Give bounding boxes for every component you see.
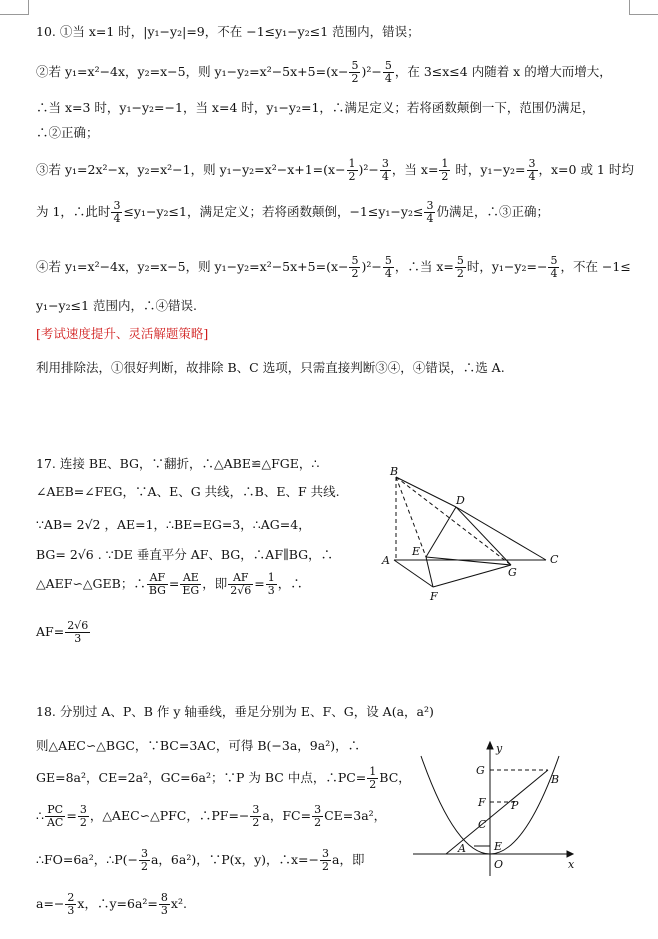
fraction xyxy=(65,620,90,645)
fraction-numerator: 3 xyxy=(113,199,121,212)
fraction-denominator: 3 xyxy=(67,904,75,918)
fraction xyxy=(180,572,201,597)
fraction xyxy=(111,200,122,225)
q10-l5-text-b: )²− xyxy=(358,162,379,178)
point-label-d: D xyxy=(456,494,465,507)
q17-l5-text-e: ，∴ xyxy=(277,576,303,592)
q10-l7-text-e: ，不在 −1≤ xyxy=(560,259,631,275)
q18-l3-text-a: GE=8a²，CE=2a²，GC=6a²；∵P 为 BC 中点，∴PC= xyxy=(36,770,367,786)
fraction-numerator: AF xyxy=(149,571,166,584)
fraction-denominator: 4 xyxy=(550,267,558,281)
fraction-numerator: 1 xyxy=(267,571,275,584)
fraction-numerator: AE xyxy=(182,571,199,584)
axis-label-y: y xyxy=(496,742,503,755)
q17-l5-text-c: ，即 xyxy=(202,576,228,592)
q10-l2-text-b: )²− xyxy=(361,64,382,80)
fraction-denominator: 2 xyxy=(79,816,87,830)
fraction xyxy=(250,804,261,829)
q18-l3-text-b: BC， xyxy=(379,770,411,786)
point-label-c: C xyxy=(550,553,559,566)
q18-line-2: 则△AEC∽△BGC，∵BC=3AC，可得 B(−3a，9a²)，∴ xyxy=(36,738,361,753)
fraction xyxy=(312,804,323,829)
q18-l5-text-c: a，即 xyxy=(332,852,365,868)
q10-line-2 xyxy=(36,60,612,85)
fraction-denominator: 4 xyxy=(113,212,121,226)
q18-l5-text-b: a，6a²)，∵P(x，y)，∴x=− xyxy=(150,852,320,868)
fraction xyxy=(424,200,435,225)
q17-geometry-figure xyxy=(376,462,576,604)
point-label-f: F xyxy=(478,796,486,809)
fraction-denominator: 2 xyxy=(322,860,330,874)
fraction-denominator: 4 xyxy=(384,72,392,86)
segment-fg xyxy=(433,565,511,587)
fraction-denominator: 2 xyxy=(348,170,356,184)
q18-line-4 xyxy=(36,804,386,829)
page-corner-mark-left xyxy=(0,0,29,15)
x-axis-arrow-icon xyxy=(567,851,573,857)
fraction-denominator: 2 xyxy=(351,267,359,281)
fraction xyxy=(65,892,76,917)
q10-l7-text-a: ④若 y₁=x²−4x，y₂=x−5，则 y₁−y₂=x²−5x+5=(x− xyxy=(36,259,349,275)
fraction-numerator: 8 xyxy=(160,891,168,904)
fraction-denominator: 2 xyxy=(456,267,464,281)
q18-l6-text-c: x². xyxy=(170,896,187,912)
q10-line-5 xyxy=(36,158,634,183)
fraction-numerator: 5 xyxy=(384,59,392,72)
q10-line-8: y₁−y₂≤1 范围内，∴④错误. xyxy=(36,298,197,313)
q10-l5-text-c: ，当 x= xyxy=(391,162,439,178)
fraction-numerator: 3 xyxy=(381,157,389,170)
q18-line-3 xyxy=(36,766,411,791)
point-label-b: B xyxy=(390,465,399,478)
q18-l4-text-c: ，△AEC∽△PFC，∴PF=− xyxy=(89,808,250,824)
q18-l4-text-e: CE=3a²， xyxy=(324,808,387,824)
q10-line-6 xyxy=(36,200,549,225)
fraction-numerator: 5 xyxy=(351,254,359,267)
fraction-numerator: 3 xyxy=(252,803,260,816)
fraction-denominator: 2 xyxy=(369,778,377,792)
fraction xyxy=(139,848,150,873)
fraction-numerator: 5 xyxy=(351,59,359,72)
fraction-numerator: 5 xyxy=(550,254,558,267)
fraction-numerator: 3 xyxy=(528,157,536,170)
y-axis-arrow-icon xyxy=(487,742,493,749)
fraction-numerator: AF xyxy=(232,571,249,584)
q18-line-6 xyxy=(36,892,187,917)
q17-line-1: 17. 连接 BE、BG，∵翻折，∴△ABE≌△FGE，∴ xyxy=(36,456,320,471)
q10-l6-text-c: 仍满足，∴③正确； xyxy=(436,204,549,220)
fraction xyxy=(78,804,89,829)
fraction-denominator: 3 xyxy=(160,904,168,918)
segment-bd xyxy=(396,477,456,507)
q10-line-1: 10. ①当 x=1 时，|y₁−y₂|=9，不在 −1≤y₁−y₂≤1 范围内，错误； xyxy=(36,24,420,39)
segment-dg xyxy=(456,507,511,565)
point-label-a: A xyxy=(382,554,390,567)
fraction-numerator: 5 xyxy=(456,254,464,267)
q18-l4-text-b: = xyxy=(66,808,77,824)
fraction-denominator: 4 xyxy=(381,170,389,184)
q17-line-6 xyxy=(36,620,91,645)
fraction xyxy=(527,158,538,183)
q18-line-5 xyxy=(36,848,364,873)
fraction xyxy=(439,158,450,183)
point-label-c: C xyxy=(478,818,487,831)
q10-l6-text-a: 为 1，∴此时 xyxy=(36,204,111,220)
q18-line-1: 18. 分别过 A、P、B 作 y 轴垂线，垂足分别为 E、F、G，设 A(a，a²) xyxy=(36,704,434,719)
point-label-o: O xyxy=(494,858,504,871)
fraction xyxy=(266,572,277,597)
fraction-denominator: 4 xyxy=(426,212,434,226)
q18-l6-text-b: x，∴y=6a²= xyxy=(77,896,158,912)
fraction xyxy=(320,848,331,873)
fraction xyxy=(548,255,559,280)
fraction-denominator: 2 xyxy=(441,170,449,184)
q10-line-4: ∴②正确； xyxy=(36,125,99,140)
q17-line-4: BG= 2√6 . ∵DE 垂直平分 AF、BG，∴AF∥BG，∴ xyxy=(36,547,334,562)
fraction-numerator: 3 xyxy=(314,803,322,816)
q10-l7-text-c: ，∴当 x= xyxy=(394,259,454,275)
q10-l5-text-e: ，x=0 或 1 时均 xyxy=(538,162,634,178)
fraction-denominator: 4 xyxy=(528,170,536,184)
fraction-numerator: 3 xyxy=(140,847,148,860)
point-label-g: G xyxy=(476,764,485,777)
q17-line-2: ∠AEB=∠FEG，∵A、E、G 共线，∴B、E、F 共线. xyxy=(36,484,340,499)
fraction-numerator: 1 xyxy=(369,765,377,778)
q17-l5-text-a: △AEF∽△GEB；∴ xyxy=(36,576,146,592)
fraction-denominator: 3 xyxy=(65,632,90,645)
fraction xyxy=(159,892,170,917)
q17-l6-text-a: AF= xyxy=(36,624,65,640)
fraction-numerator: 2√6 xyxy=(67,619,89,632)
q17-l5-text-b: = xyxy=(168,576,180,592)
point-label-e: E xyxy=(494,840,503,853)
q10-l5-text-d: 时，y₁−y₂= xyxy=(451,162,526,178)
point-label-b: B xyxy=(551,773,560,786)
fraction xyxy=(455,255,466,280)
point-label-a: A xyxy=(458,842,466,855)
fraction xyxy=(383,60,394,85)
q10-l7-text-b: )²− xyxy=(361,259,382,275)
point-label-f: F xyxy=(430,590,438,603)
fraction-denominator: 2 xyxy=(252,816,260,830)
fraction-numerator: 1 xyxy=(348,157,356,170)
fraction xyxy=(380,158,391,183)
fraction-numerator: 3 xyxy=(426,199,434,212)
q17-line-3: ∵AB= 2√2 ，AE=1，∴BE=EG=3，∴AG=4， xyxy=(36,517,311,532)
fraction xyxy=(347,158,358,183)
fraction-numerator: 1 xyxy=(441,157,449,170)
point-label-p: P xyxy=(511,799,519,812)
fraction xyxy=(367,766,378,791)
fraction xyxy=(349,60,360,85)
fraction-denominator: EG xyxy=(182,584,200,598)
fraction-denominator: AC xyxy=(46,816,64,830)
segment-de xyxy=(426,507,456,557)
fraction xyxy=(147,572,168,597)
fraction xyxy=(45,804,65,829)
page-corner-mark-right xyxy=(629,0,658,15)
fraction xyxy=(228,572,253,597)
fraction-denominator: 2 xyxy=(140,860,148,874)
q18-l5-text-a: ∴FO=6a²，∴P(− xyxy=(36,852,138,868)
q10-l2-text-a: ②若 y₁=x²−4x，y₂=x−5，则 y₁−y₂=x²−5x+5=(x− xyxy=(36,64,349,80)
fraction xyxy=(349,255,360,280)
q10-l5-text-a: ③若 y₁=2x²−x，y₂=x²−1，则 y₁−y₂=x²−x+1=(x− xyxy=(36,162,346,178)
fraction xyxy=(383,255,394,280)
fraction-denominator: 2 xyxy=(351,72,359,86)
point-label-e: E xyxy=(412,545,421,558)
fraction-denominator: 4 xyxy=(384,267,392,281)
q18-l4-text-d: a，FC= xyxy=(262,808,312,824)
q17-l5-text-d: = xyxy=(254,576,265,592)
q18-l6-text-a: a=− xyxy=(36,896,65,912)
q10-l2-text-c: ，在 3≤x≤4 内随着 x 的增大而增大， xyxy=(394,64,612,80)
fraction-denominator: 3 xyxy=(267,584,275,598)
fraction-numerator: 3 xyxy=(79,803,87,816)
fraction-denominator: 2√6 xyxy=(230,584,252,598)
axis-label-x: x xyxy=(568,858,575,871)
q10-l6-text-b: ≤y₁−y₂≤1，满足定义；若将函数颠倒，−1≤y₁−y₂≤ xyxy=(123,204,424,220)
fraction-numerator: 2 xyxy=(67,891,75,904)
fraction-denominator: 2 xyxy=(314,816,322,830)
segment-be xyxy=(396,477,426,557)
q18-parabola-figure xyxy=(408,740,588,880)
point-label-g: G xyxy=(508,566,517,579)
segment-eg xyxy=(426,557,511,565)
q10-l7-text-d: 时，y₁−y₂=− xyxy=(466,259,548,275)
strategy-heading: [考试速度提升、灵活解题策略] xyxy=(36,326,209,341)
fraction-numerator: 3 xyxy=(322,847,330,860)
q18-l4-text-a: ∴ xyxy=(36,808,44,824)
q10-line-3: ∴当 x=3 时，y₁−y₂=−1，当 x=4 时，y₁−y₂=1，∴满足定义；若将函数颠倒一下，范围仍满足， xyxy=(36,100,595,115)
fraction-numerator: 5 xyxy=(384,254,392,267)
fraction-denominator: BG xyxy=(148,584,166,598)
q10-line-7 xyxy=(36,255,631,280)
q17-line-5 xyxy=(36,572,303,597)
fraction-numerator: PC xyxy=(47,803,64,816)
q10-line-9: 利用排除法，①很好判断，故排除 B、C 选项，只需直接判断③④，④错误，∴选 A. xyxy=(36,360,505,375)
